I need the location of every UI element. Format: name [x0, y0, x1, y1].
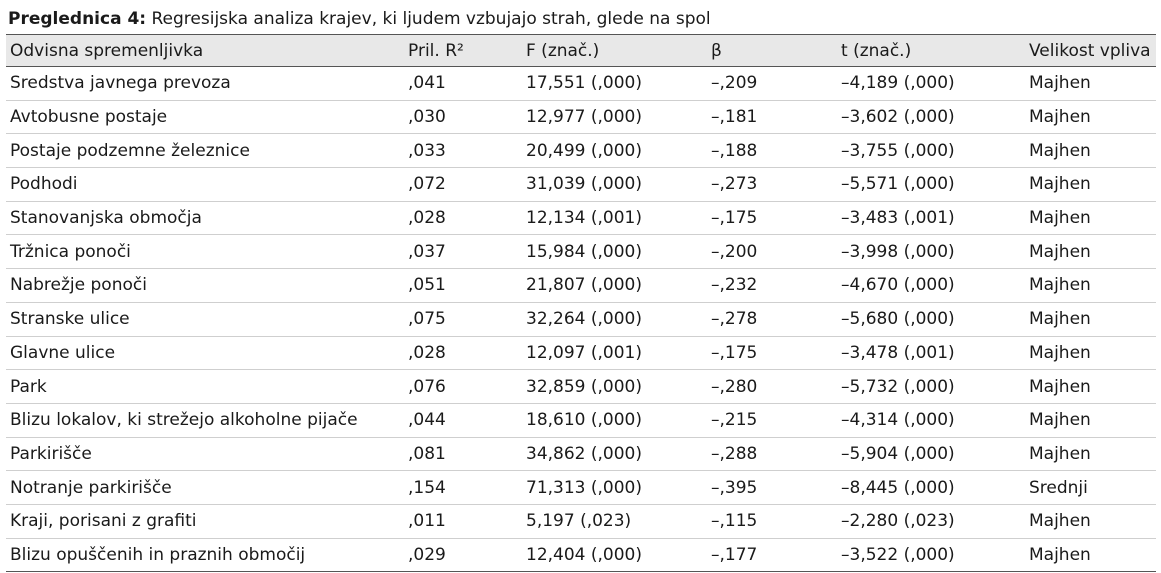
cell-adjusted-r2: ,029 [404, 538, 522, 572]
cell-f-significance: 21,807 (,000) [522, 269, 707, 303]
cell-effect-size: Majhen [1025, 302, 1156, 336]
cell-f-significance: 20,499 (,000) [522, 134, 707, 168]
cell-effect-size: Majhen [1025, 538, 1156, 572]
cell-dependent-variable: Nabrežje ponoči [6, 269, 404, 303]
cell-effect-size: Majhen [1025, 100, 1156, 134]
header-beta: β [707, 35, 837, 67]
cell-dependent-variable: Tržnica ponoči [6, 235, 404, 269]
cell-dependent-variable: Podhodi [6, 168, 404, 202]
table-row [6, 100, 1156, 134]
cell-t-significance: –5,680 (,000) [837, 302, 1025, 336]
cell-t-significance: –4,670 (,000) [837, 269, 1025, 303]
table-body [6, 67, 1156, 572]
cell-effect-size: Majhen [1025, 201, 1156, 235]
cell-adjusted-r2: ,037 [404, 235, 522, 269]
cell-t-significance: –3,478 (,001) [837, 336, 1025, 370]
cell-effect-size: Majhen [1025, 437, 1156, 471]
cell-beta: –,280 [707, 370, 837, 404]
cell-beta: –,181 [707, 100, 837, 134]
table-row [6, 269, 1156, 303]
table-row [6, 504, 1156, 538]
cell-adjusted-r2: ,076 [404, 370, 522, 404]
cell-beta: –,395 [707, 471, 837, 505]
cell-f-significance: 12,977 (,000) [522, 100, 707, 134]
cell-effect-size: Majhen [1025, 269, 1156, 303]
cell-t-significance: –3,483 (,001) [837, 201, 1025, 235]
cell-effect-size: Majhen [1025, 67, 1156, 101]
cell-beta: –,188 [707, 134, 837, 168]
table-row [6, 437, 1156, 471]
regression-table [6, 34, 1156, 572]
table-caption-label: Preglednica 4: [8, 9, 147, 29]
cell-effect-size: Majhen [1025, 168, 1156, 202]
cell-beta: –,200 [707, 235, 837, 269]
cell-adjusted-r2: ,011 [404, 504, 522, 538]
cell-f-significance: 17,551 (,000) [522, 67, 707, 101]
cell-adjusted-r2: ,044 [404, 403, 522, 437]
table-row [6, 403, 1156, 437]
cell-f-significance: 12,134 (,001) [522, 201, 707, 235]
cell-adjusted-r2: ,154 [404, 471, 522, 505]
cell-beta: –,273 [707, 168, 837, 202]
cell-t-significance: –8,445 (,000) [837, 471, 1025, 505]
cell-dependent-variable: Kraji, porisani z grafiti [6, 504, 404, 538]
cell-t-significance: –5,904 (,000) [837, 437, 1025, 471]
cell-t-significance: –3,522 (,000) [837, 538, 1025, 572]
cell-effect-size: Majhen [1025, 504, 1156, 538]
cell-effect-size: Majhen [1025, 134, 1156, 168]
table-row [6, 302, 1156, 336]
header-dependent-variable: Odvisna spremenljivka [6, 35, 404, 67]
cell-f-significance: 32,859 (,000) [522, 370, 707, 404]
cell-f-significance: 12,097 (,001) [522, 336, 707, 370]
table-row [6, 370, 1156, 404]
cell-dependent-variable: Sredstva javnega prevoza [6, 67, 404, 101]
table-row [6, 67, 1156, 101]
cell-dependent-variable: Blizu opuščenih in praznih območij [6, 538, 404, 572]
cell-f-significance: 31,039 (,000) [522, 168, 707, 202]
cell-beta: –,209 [707, 67, 837, 101]
header-f-significance: F (znač.) [522, 35, 707, 67]
table-row [6, 471, 1156, 505]
table-row [6, 168, 1156, 202]
cell-f-significance: 71,313 (,000) [522, 471, 707, 505]
cell-beta: –,232 [707, 269, 837, 303]
cell-adjusted-r2: ,081 [404, 437, 522, 471]
cell-t-significance: –5,732 (,000) [837, 370, 1025, 404]
cell-adjusted-r2: ,072 [404, 168, 522, 202]
cell-t-significance: –3,602 (,000) [837, 100, 1025, 134]
cell-t-significance: –3,998 (,000) [837, 235, 1025, 269]
cell-adjusted-r2: ,028 [404, 201, 522, 235]
table-row [6, 201, 1156, 235]
cell-beta: –,177 [707, 538, 837, 572]
header-effect-size: Velikost vpliva [1025, 35, 1156, 67]
cell-beta: –,175 [707, 201, 837, 235]
cell-adjusted-r2: ,075 [404, 302, 522, 336]
cell-dependent-variable: Blizu lokalov, ki strežejo alkoholne pijače [6, 403, 404, 437]
cell-dependent-variable: Stanovanjska območja [6, 201, 404, 235]
table-row [6, 134, 1156, 168]
cell-t-significance: –4,314 (,000) [837, 403, 1025, 437]
cell-beta: –,175 [707, 336, 837, 370]
cell-f-significance: 15,984 (,000) [522, 235, 707, 269]
table-caption [8, 6, 711, 32]
cell-beta: –,288 [707, 437, 837, 471]
cell-beta: –,278 [707, 302, 837, 336]
cell-f-significance: 34,862 (,000) [522, 437, 707, 471]
table-row [6, 235, 1156, 269]
cell-dependent-variable: Postaje podzemne železnice [6, 134, 404, 168]
cell-effect-size: Majhen [1025, 235, 1156, 269]
cell-adjusted-r2: ,030 [404, 100, 522, 134]
cell-beta: –,215 [707, 403, 837, 437]
header-t-significance: t (znač.) [837, 35, 1025, 67]
header-adjusted-r2: Pril. R² [404, 35, 522, 67]
cell-effect-size: Srednji [1025, 471, 1156, 505]
cell-adjusted-r2: ,028 [404, 336, 522, 370]
cell-adjusted-r2: ,041 [404, 67, 522, 101]
cell-adjusted-r2: ,051 [404, 269, 522, 303]
cell-t-significance: –3,755 (,000) [837, 134, 1025, 168]
cell-beta: –,115 [707, 504, 837, 538]
cell-dependent-variable: Stranske ulice [6, 302, 404, 336]
cell-f-significance: 32,264 (,000) [522, 302, 707, 336]
table-header-row [6, 35, 1156, 67]
table-row [6, 538, 1156, 572]
cell-f-significance: 18,610 (,000) [522, 403, 707, 437]
cell-dependent-variable: Parkirišče [6, 437, 404, 471]
cell-f-significance: 5,197 (,023) [522, 504, 707, 538]
cell-dependent-variable: Park [6, 370, 404, 404]
cell-t-significance: –2,280 (,023) [837, 504, 1025, 538]
cell-effect-size: Majhen [1025, 370, 1156, 404]
cell-dependent-variable: Notranje parkirišče [6, 471, 404, 505]
cell-effect-size: Majhen [1025, 336, 1156, 370]
table-caption-text: Regresijska analiza krajev, ki ljudem vzbujajo strah, glede na spol [151, 9, 711, 29]
cell-dependent-variable: Glavne ulice [6, 336, 404, 370]
cell-dependent-variable: Avtobusne postaje [6, 100, 404, 134]
cell-adjusted-r2: ,033 [404, 134, 522, 168]
table-row [6, 336, 1156, 370]
cell-t-significance: –4,189 (,000) [837, 67, 1025, 101]
cell-effect-size: Majhen [1025, 403, 1156, 437]
cell-f-significance: 12,404 (,000) [522, 538, 707, 572]
cell-t-significance: –5,571 (,000) [837, 168, 1025, 202]
